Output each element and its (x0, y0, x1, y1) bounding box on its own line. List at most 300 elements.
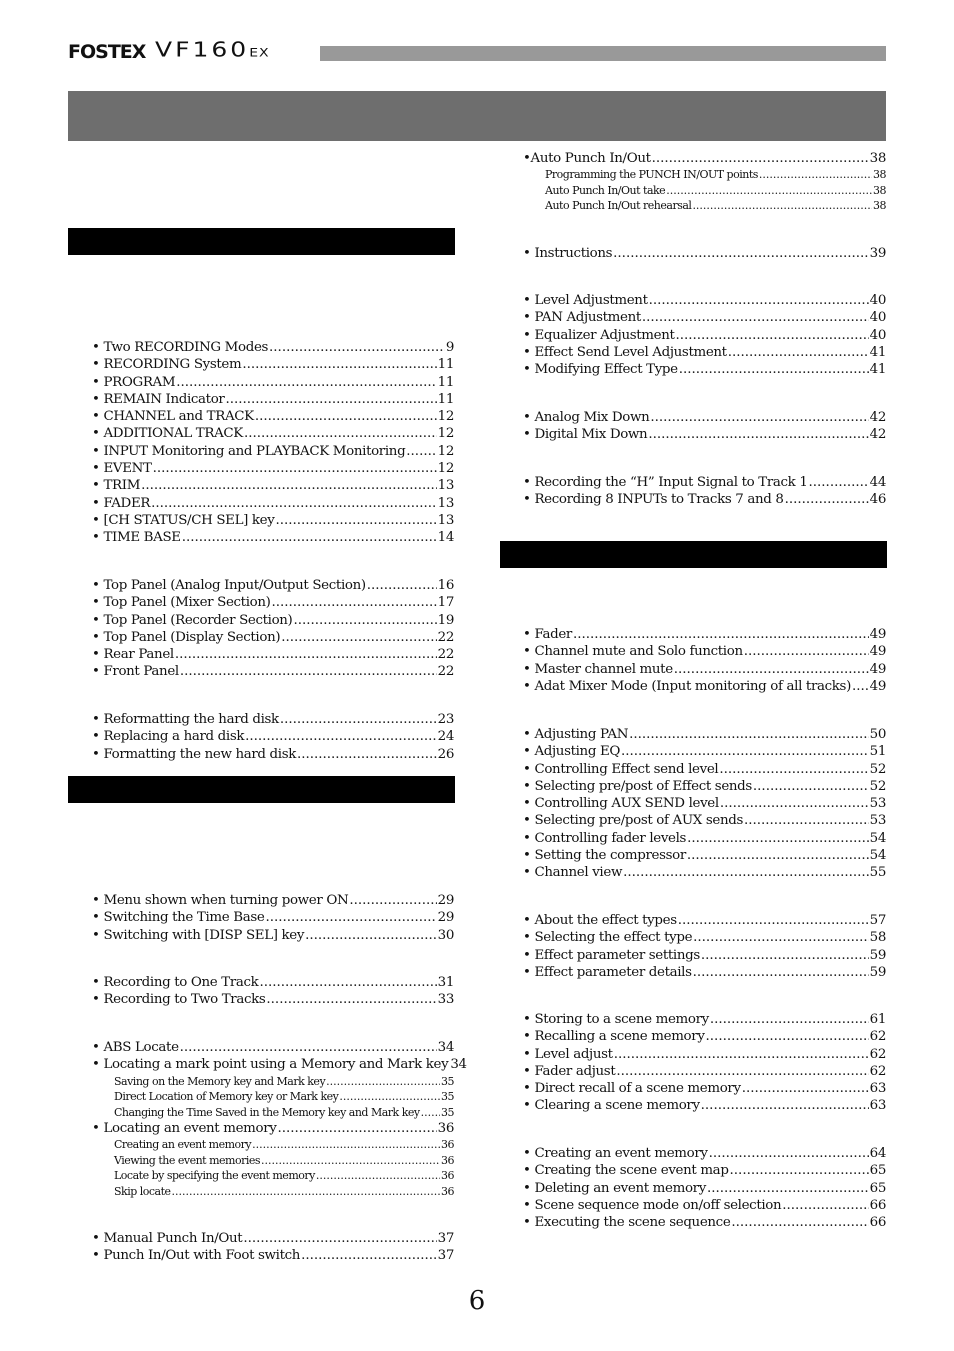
dot-leader (255, 408, 437, 425)
dot-leader (679, 361, 869, 378)
toc-entry-label: • Master channel mute (523, 661, 673, 677)
toc-entry[interactable] (523, 327, 886, 344)
toc-entry-label: Locate by specifying the event memory (114, 1169, 315, 1183)
dot-leader (349, 892, 436, 909)
toc-entry-page: 42 (869, 410, 886, 425)
toc-entry[interactable] (92, 1056, 467, 1073)
dot-leader (666, 183, 872, 199)
dot-leader (245, 728, 437, 745)
toc-entry-label: • Direct recall of a scene memory (523, 1081, 741, 1097)
toc-group (92, 1230, 454, 1265)
toc-entry-page: 12 (437, 409, 454, 425)
model-name: VF160 (155, 38, 250, 62)
toc-entry-label: • Adjusting EQ (523, 744, 621, 760)
toc-group (92, 339, 454, 547)
toc-entry-page: 49 (869, 627, 886, 642)
toc-entry[interactable] (92, 425, 454, 442)
dot-leader (326, 1074, 440, 1090)
toc-entry-page: 63 (869, 1081, 886, 1097)
toc-entry-page: 59 (869, 947, 886, 963)
dot-leader (305, 927, 437, 944)
toc-entry[interactable] (523, 245, 886, 262)
toc-entry-label: • Selecting the effect type (523, 930, 693, 946)
dot-leader (692, 198, 872, 214)
dot-leader (172, 1184, 440, 1200)
toc-entry-label: • Executing the scene sequence (523, 1215, 731, 1231)
dot-leader (785, 491, 869, 508)
toc-entry[interactable] (523, 1011, 886, 1028)
toc-entry-label: Changing the Time Saved in the Memory key and Mark key (114, 1105, 420, 1119)
toc-entry[interactable] (523, 795, 886, 812)
toc-entry-page: 36 (441, 1138, 454, 1152)
toc-entry-label: • Adjusting PAN (523, 727, 629, 742)
toc-entry-page: 17 (437, 595, 454, 611)
toc-entry[interactable] (523, 309, 886, 326)
toc-entry-page: 62 (869, 1063, 886, 1079)
toc-entry-label: • TRIM (92, 478, 141, 494)
toc-entry-label: • PROGRAM (92, 374, 176, 390)
toc-entry[interactable] (92, 577, 454, 594)
toc-entry-page: 11 (437, 391, 454, 407)
toc-entry-label: • Scene sequence mode on/off selection (523, 1197, 782, 1213)
toc-entry-label: • About the effect types (523, 913, 677, 928)
toc-entry-page: 44 (869, 475, 886, 490)
toc-group (523, 150, 886, 214)
toc-entry-page: 12 (437, 426, 454, 442)
toc-entry-label: • Fader adjust (523, 1063, 616, 1079)
toc-subentry[interactable] (92, 1105, 454, 1121)
toc-entry-label: Programming the PUNCH IN/OUT points (545, 168, 758, 182)
toc-entry[interactable] (523, 409, 886, 426)
toc-entry-page: 53 (869, 813, 886, 829)
toc-entry-page: 59 (869, 964, 886, 980)
toc-entry-page: 50 (869, 727, 886, 742)
dot-leader (753, 778, 869, 795)
toc-entry-page: 35 (441, 1074, 454, 1088)
toc-entry-label: • Reformatting the hard disk (92, 712, 279, 727)
toc-group (523, 912, 886, 981)
toc-entry-page: 52 (869, 778, 886, 794)
dot-leader (259, 974, 436, 991)
toc-entry-page: 65 (869, 1163, 886, 1179)
dot-leader (687, 830, 869, 847)
toc-group (523, 1011, 886, 1115)
toc-entry-page: 41 (869, 362, 886, 378)
toc-entry[interactable] (523, 847, 886, 864)
dot-leader (266, 991, 436, 1008)
toc-group (523, 726, 886, 882)
toc-entry[interactable] (523, 426, 886, 443)
dot-leader (275, 512, 436, 529)
toc-entry[interactable] (523, 474, 886, 491)
toc-entry[interactable] (92, 339, 454, 356)
toc-entry[interactable] (92, 909, 454, 926)
dot-leader (652, 150, 869, 167)
dot-leader (648, 426, 868, 443)
toc-entry-label: • Recording to One Track (92, 975, 259, 990)
toc-subentry[interactable] (92, 1137, 454, 1153)
toc-entry[interactable] (523, 1097, 886, 1114)
toc-entry[interactable] (523, 643, 886, 660)
dot-leader (614, 1046, 869, 1063)
toc-entry[interactable] (92, 529, 454, 546)
toc-entry-page: 34 (437, 1040, 454, 1055)
toc-entry-label: Direct Location of Memory key or Mark key (114, 1090, 339, 1104)
dot-leader (242, 356, 436, 373)
toc-entry-label: • Recalling a scene memory (523, 1029, 705, 1045)
dot-leader (153, 460, 437, 477)
toc-entry[interactable] (523, 1214, 886, 1231)
toc-entry[interactable] (523, 1180, 886, 1197)
toc-entry-label: • Manual Punch In/Out (92, 1231, 243, 1246)
toc-entry-page: 54 (869, 848, 886, 864)
toc-entry-page: 36 (441, 1184, 454, 1198)
dot-leader (244, 425, 437, 442)
toc-entry-page: 58 (869, 930, 886, 946)
toc-entry-label: • Switching with [DISP SEL] key (92, 927, 305, 943)
toc-entry-label: • Channel view (523, 865, 623, 881)
toc-entry-label: • Effect parameter details (523, 964, 692, 980)
toc-entry-page: 38 (873, 168, 886, 182)
toc-entry[interactable] (523, 361, 886, 378)
toc-entry-page: 26 (437, 746, 454, 762)
toc-entry-page: 38 (869, 151, 886, 166)
toc-entry[interactable] (92, 391, 454, 408)
toc-entry-label: Skip locate (114, 1184, 171, 1198)
dot-leader (720, 795, 869, 812)
toc-entry-label: • Top Panel (Analog Input/Output Section) (92, 578, 366, 593)
toc-entry[interactable] (523, 150, 886, 167)
dot-leader (252, 1137, 440, 1153)
toc-group (523, 1145, 886, 1231)
dot-leader (261, 1153, 440, 1169)
toc-entry[interactable] (92, 1039, 454, 1056)
toc-entry-label: Creating an event memory (114, 1138, 252, 1152)
toc-group (523, 245, 886, 262)
toc-group (92, 711, 454, 763)
toc-entry-page: 51 (869, 744, 886, 760)
toc-entry-label: • Controlling fader levels (523, 830, 687, 846)
toc-entry-label: • Level Adjustment (523, 293, 648, 308)
toc-entry-page: 40 (869, 293, 886, 308)
toc-entry[interactable] (523, 864, 886, 881)
dot-leader (731, 1214, 868, 1231)
toc-entry[interactable] (92, 612, 454, 629)
toc-entry[interactable] (523, 678, 886, 695)
toc-entry[interactable] (523, 1063, 886, 1080)
dot-leader (367, 577, 437, 594)
toc-entry[interactable] (92, 477, 454, 494)
toc-entry-label: • Formatting the new hard disk (92, 746, 296, 762)
dot-leader (719, 761, 868, 778)
toc-entry[interactable] (92, 1230, 454, 1247)
toc-entry[interactable] (523, 1145, 886, 1162)
brand-logo: FOSTEX (68, 41, 146, 63)
dot-leader (272, 594, 437, 611)
dot-leader (649, 292, 869, 309)
toc-entry-page: 23 (437, 712, 454, 727)
toc-entry-label: Auto Punch In/Out take (545, 183, 666, 197)
toc-subentry[interactable] (92, 1089, 454, 1105)
toc-entry-page: 62 (869, 1029, 886, 1045)
dot-leader (280, 711, 437, 728)
dot-leader (744, 643, 869, 660)
toc-subentry[interactable] (523, 167, 886, 183)
toc-entry-page: 40 (869, 310, 886, 326)
dot-leader (613, 245, 868, 262)
dot-leader (573, 626, 869, 643)
toc-entry[interactable] (92, 356, 454, 373)
toc-entry[interactable] (523, 1162, 886, 1179)
toc-entry-label: • Adat Mixer Mode (Input monitoring of all tracks) (523, 678, 851, 694)
dot-leader (730, 1162, 869, 1179)
toc-entry-page: 41 (869, 344, 886, 360)
dot-leader (709, 1145, 869, 1162)
toc-entry-page: 12 (437, 461, 454, 477)
toc-entry[interactable] (92, 1120, 454, 1137)
toc-entry[interactable] (92, 443, 454, 460)
toc-entry-page: 36 (441, 1153, 454, 1167)
toc-entry[interactable] (92, 991, 454, 1008)
dot-leader (706, 1028, 869, 1045)
dot-leader (693, 929, 869, 946)
toc-entry-label: • Creating the scene event map (523, 1163, 729, 1179)
dot-leader (616, 1063, 868, 1080)
toc-entry-page: 38 (873, 199, 886, 213)
toc-entry[interactable] (523, 947, 886, 964)
toc-entry-label: • Recording to Two Tracks (92, 992, 266, 1008)
toc-entry-label: • Selecting pre/post of AUX sends (523, 813, 743, 829)
toc-entry-page: 49 (869, 678, 886, 694)
toc-entry-label: • Two RECORDING Modes (92, 340, 269, 355)
dot-leader (687, 847, 869, 864)
toc-entry[interactable] (523, 626, 886, 643)
page-number: 6 (468, 1286, 486, 1316)
toc-entry[interactable] (523, 661, 886, 678)
toc-entry[interactable] (92, 711, 454, 728)
dot-leader (301, 1247, 437, 1264)
toc-entry[interactable] (523, 1028, 886, 1045)
toc-entry-label: • FADER (92, 495, 151, 511)
model-suffix: EX (249, 46, 270, 60)
toc-entry[interactable] (92, 495, 454, 512)
toc-entry-page: 13 (437, 512, 454, 528)
toc-entry-page: 12 (437, 443, 454, 459)
toc-entry[interactable] (92, 408, 454, 425)
toc-entry-page: 42 (869, 427, 886, 443)
toc-entry-page: 11 (437, 357, 454, 373)
toc-entry-page: 66 (869, 1215, 886, 1231)
toc-entry[interactable] (92, 646, 454, 663)
dot-leader (759, 167, 872, 183)
toc-entry[interactable] (92, 974, 454, 991)
toc-entry-page: 46 (869, 492, 886, 508)
toc-entry-label: • Replacing a hard disk (92, 729, 245, 745)
toc-entry-page: 49 (869, 661, 886, 677)
toc-entry-label: • Locating a mark point using a Memory and Mark key (92, 1057, 449, 1073)
toc-entry[interactable] (92, 892, 454, 909)
toc-entry-label: • Punch In/Out with Foot switch (92, 1248, 301, 1264)
toc-entry-page: 52 (869, 761, 886, 777)
toc-entry-label: • Channel mute and Solo function (523, 644, 743, 660)
toc-entry[interactable] (92, 927, 454, 944)
toc-entry-page: 22 (437, 629, 454, 645)
dot-leader (629, 726, 869, 743)
toc-entry-label: • Setting the compressor (523, 848, 686, 864)
toc-entry-label: • INPUT Monitoring and PLAYBACK Monitoring (92, 443, 406, 459)
toc-entry-label: • Effect Send Level Adjustment (523, 344, 727, 360)
toc-entry-page: 22 (437, 664, 454, 680)
toc-entry-label: • Switching the Time Base (92, 910, 265, 926)
toc-entry[interactable] (523, 761, 886, 778)
toc-entry-page: 24 (437, 729, 454, 745)
dot-leader (281, 629, 436, 646)
toc-entry[interactable] (523, 778, 886, 795)
dot-leader (182, 529, 437, 546)
toc-entry[interactable] (523, 726, 886, 743)
dot-leader (642, 309, 869, 326)
toc-entry-label: •Auto Punch In/Out (523, 151, 651, 166)
dot-leader (265, 909, 436, 926)
toc-entry-label: • Fader (523, 627, 572, 642)
toc-subentry[interactable] (523, 183, 886, 199)
toc-entry-page: 35 (441, 1105, 454, 1119)
dot-leader (316, 1168, 440, 1184)
toc-entry[interactable] (523, 292, 886, 309)
toc-group (523, 474, 886, 509)
toc-subentry[interactable] (92, 1168, 454, 1184)
toc-entry[interactable] (523, 1046, 886, 1063)
toc-entry[interactable] (92, 629, 454, 646)
dot-leader (782, 1197, 868, 1214)
toc-entry-label: • Front Panel (92, 664, 179, 680)
toc-entry[interactable] (523, 344, 886, 361)
toc-entry[interactable] (92, 663, 454, 680)
toc-entry[interactable] (523, 812, 886, 829)
dot-leader (744, 812, 869, 829)
toc-entry-page: 39 (869, 246, 886, 261)
dot-leader (809, 474, 869, 491)
dot-leader (710, 1011, 869, 1028)
dot-leader (621, 743, 869, 760)
toc-entry-page: 61 (869, 1012, 886, 1027)
toc-entry-page: 33 (437, 992, 454, 1008)
dot-leader (742, 1080, 869, 1097)
toc-entry-page: 16 (437, 578, 454, 593)
toc-entry-label: • Controlling AUX SEND level (523, 796, 719, 812)
toc-right-column (523, 0, 886, 1351)
toc-entry-label: • Digital Mix Down (523, 427, 648, 443)
dot-leader (678, 912, 869, 929)
dot-leader (623, 864, 869, 881)
toc-entry[interactable] (523, 491, 886, 508)
dot-leader (701, 947, 869, 964)
toc-subentry[interactable] (92, 1153, 454, 1169)
toc-entry-page: 29 (437, 893, 454, 908)
toc-entry[interactable] (523, 743, 886, 760)
toc-entry[interactable] (523, 964, 886, 981)
toc-entry-label: • Rear Panel (92, 647, 174, 663)
dot-leader (269, 339, 445, 356)
toc-entry-page: 49 (869, 644, 886, 660)
toc-entry-label: Viewing the event memories (114, 1153, 261, 1167)
toc-entry[interactable] (92, 746, 454, 763)
toc-entry-page: 66 (869, 1197, 886, 1213)
toc-group (92, 577, 454, 681)
toc-entry-page: 53 (869, 796, 886, 812)
toc-entry-label: • Storing to a scene memory (523, 1012, 709, 1027)
toc-entry-label: • Controlling Effect send level (523, 761, 719, 777)
toc-entry-label: • TIME BASE (92, 530, 181, 546)
toc-group (523, 409, 886, 444)
toc-entry[interactable] (92, 374, 454, 391)
toc-entry-label: • Selecting pre/post of Effect sends (523, 778, 752, 794)
dot-leader (421, 1105, 440, 1121)
toc-entry-page: 38 (873, 183, 886, 197)
toc-group (523, 626, 886, 695)
dot-leader (728, 344, 869, 361)
dot-leader (852, 678, 869, 695)
toc-entry-page: 19 (437, 612, 454, 628)
dot-leader (293, 612, 436, 629)
toc-entry-label: • PAN Adjustment (523, 310, 641, 326)
toc-entry-label: • Clearing a scene memory (523, 1098, 700, 1114)
toc-entry-label: • Equalizer Adjustment (523, 327, 675, 343)
toc-entry[interactable] (92, 1247, 454, 1264)
toc-entry-label: • ADDITIONAL TRACK (92, 426, 243, 442)
dot-leader (243, 1230, 436, 1247)
dot-leader (225, 391, 436, 408)
toc-subentry[interactable] (523, 198, 886, 214)
toc-entry-page: 65 (869, 1180, 886, 1196)
toc-entry-label: • REMAIN Indicator (92, 391, 225, 407)
toc-subentry[interactable] (92, 1184, 454, 1200)
toc-entry[interactable] (92, 512, 454, 529)
toc-entry[interactable] (92, 728, 454, 745)
toc-entry[interactable] (92, 460, 454, 477)
toc-entry-page: 22 (437, 647, 454, 663)
toc-entry-page: 29 (437, 910, 454, 926)
toc-entry-page: 13 (437, 495, 454, 511)
dot-leader (707, 1180, 869, 1197)
toc-entry[interactable] (523, 830, 886, 847)
toc-group (92, 1039, 467, 1199)
toc-group (92, 974, 454, 1009)
toc-group (523, 292, 886, 378)
dot-leader (176, 374, 436, 391)
toc-entry[interactable] (523, 929, 886, 946)
toc-entry-label: • Instructions (523, 246, 613, 261)
toc-entry[interactable] (523, 912, 886, 929)
toc-group (92, 892, 454, 944)
toc-entry[interactable] (523, 1080, 886, 1097)
toc-entry-label: • Recording 8 INPUTs to Tracks 7 and 8 (523, 492, 784, 508)
toc-entry-label: • Effect parameter settings (523, 947, 700, 963)
toc-entry-label: • Top Panel (Mixer Section) (92, 595, 271, 611)
toc-entry-page: 37 (437, 1248, 454, 1264)
toc-entry-page: 36 (441, 1169, 454, 1183)
toc-entry-label: • Level adjust (523, 1046, 613, 1062)
toc-entry-label: • Top Panel (Recorder Section) (92, 612, 293, 628)
toc-entry[interactable] (523, 1197, 886, 1214)
dot-leader (650, 409, 868, 426)
toc-entry-label: • EVENT (92, 461, 152, 477)
toc-subentry[interactable] (92, 1074, 454, 1090)
toc-entry-label: • Menu shown when turning power ON (92, 893, 349, 908)
toc-entry[interactable] (92, 594, 454, 611)
toc-entry-label: • Recording the “H” Input Signal to Track 1 (523, 475, 808, 490)
toc-entry-page: 36 (437, 1121, 454, 1137)
